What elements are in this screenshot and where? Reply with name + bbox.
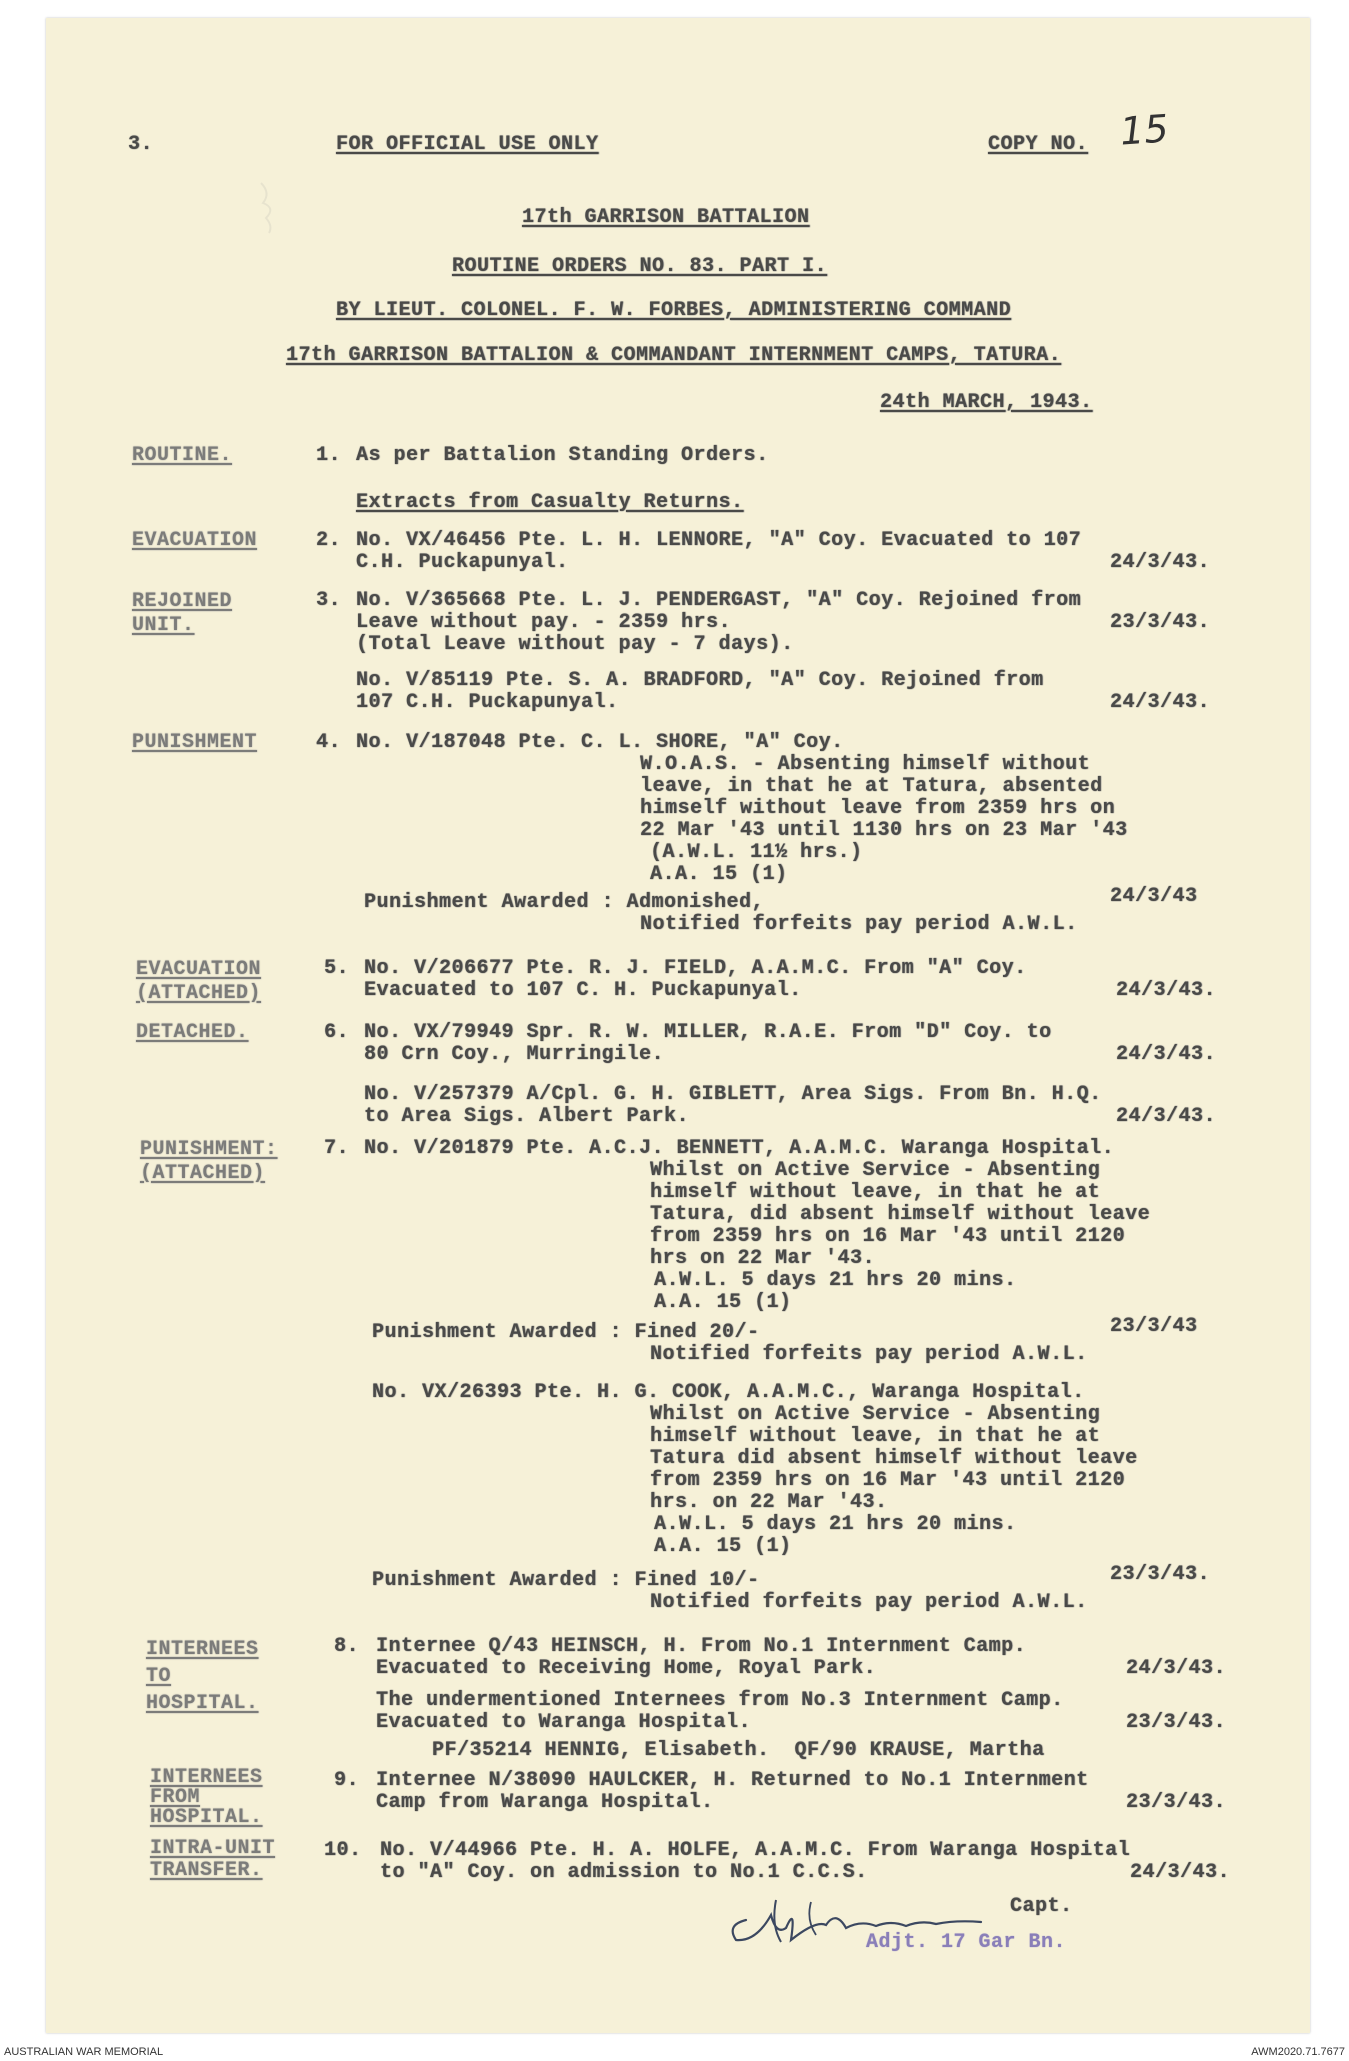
order-number: 1.: [316, 444, 342, 467]
order-line: Tatura, did absent himself without leave: [650, 1203, 1151, 1226]
order-line: Notified forfeits pay period A.W.L.: [650, 1343, 1088, 1366]
order-line: himself without leave, in that he at: [650, 1181, 1101, 1204]
order-number: 3.: [316, 589, 342, 612]
order-number: 2.: [316, 529, 342, 552]
entry-date: 24/3/43.: [1116, 979, 1217, 1002]
embossed-mark-icon: [251, 178, 291, 238]
entry-date: 24/3/43.: [1110, 691, 1211, 714]
order-line: W.O.A.S. - Absenting himself without: [640, 753, 1091, 776]
order-number: 4.: [316, 731, 342, 754]
order-number: 8.: [334, 1635, 360, 1658]
order-line: Notified forfeits pay period A.W.L.: [650, 1591, 1088, 1614]
entry-date: 23/3/43.: [1110, 1563, 1211, 1586]
entry-date: 23/3/43.: [1126, 1711, 1227, 1734]
heading-detached: DETACHED.: [136, 1021, 249, 1044]
subheading-casualty-returns: Extracts from Casualty Returns.: [356, 491, 744, 514]
order-line: from 2359 hrs on 16 Mar '43 until 2120: [650, 1469, 1126, 1492]
order-line: Tatura did absent himself without leave: [650, 1447, 1138, 1470]
order-line: Punishment Awarded : Fined 20/-: [372, 1321, 760, 1344]
page-number: 3.: [128, 133, 154, 156]
order-line: Evacuated to Waranga Hospital.: [376, 1711, 752, 1734]
order-line: The undermentioned Internees from No.3 Internment Camp.: [376, 1689, 1064, 1712]
order-line: Leave without pay. - 2359 hrs.: [356, 611, 732, 634]
signature-rank: Capt.: [1010, 1895, 1073, 1918]
entry-date: 24/3/43.: [1130, 1861, 1231, 1884]
order-line: No. VX/26393 Pte. H. G. COOK, A.A.M.C., Waranga Hospital.: [372, 1381, 1085, 1404]
entry-date: 24/3/43.: [1126, 1657, 1227, 1680]
order-line: No. V/44966 Pte. H. A. HOLFE, A.A.M.C. From Waranga Hospital: [380, 1839, 1131, 1862]
heading-evacuation: EVACUATION: [132, 529, 258, 552]
order-line: leave, in that he at Tatura, absented: [640, 775, 1103, 798]
heading-rejoined-unit: REJOINED UNIT.: [132, 590, 233, 637]
order-line: Evacuated to Receiving Home, Royal Park.: [376, 1657, 877, 1680]
heading-evacuation-attached: EVACUATION (ATTACHED): [136, 958, 262, 1005]
order-line: 80 Crn Coy., Murringile.: [364, 1043, 665, 1066]
heading-punishment: PUNISHMENT: [132, 731, 258, 754]
heading-internees-from-hospital: INTERNEES FROM HOSPITAL.: [150, 1766, 263, 1829]
entry-date: 23/3/43.: [1110, 611, 1211, 634]
order-line: Whilst on Active Service - Absenting: [650, 1403, 1101, 1426]
title-command: 17th GARRISON BATTALION & COMMANDANT INTERNMENT CAMPS, TATURA.: [286, 344, 1062, 367]
order-line: No. V/187048 Pte. C. L. SHORE, "A" Coy.: [356, 731, 844, 754]
footer-accession-number: AWM2020.71.7677: [1251, 2046, 1345, 2058]
heading-internees-to-hospital: INTERNEES TO HOSPITAL.: [146, 1638, 259, 1715]
order-line: No. V/365668 Pte. L. J. PENDERGAST, "A" Coy. Rejoined from: [356, 589, 1082, 612]
order-number: 9.: [334, 1769, 360, 1792]
heading-routine: ROUTINE.: [132, 444, 233, 467]
order-line: Punishment Awarded : Fined 10/-: [372, 1569, 760, 1592]
order-line: Notified forfeits pay period A.W.L.: [640, 913, 1078, 936]
entry-date: 24/3/43.: [1116, 1043, 1217, 1066]
title-commanding-officer: BY LIEUT. COLONEL. F. W. FORBES, ADMINISTERING COMMAND: [336, 299, 1012, 322]
order-line: No. VX/46456 Pte. L. H. LENNORE, "A" Coy. Evacuated to 107: [356, 529, 1082, 552]
entry-date: 24/3/43.: [1110, 551, 1211, 574]
order-line: No. VX/79949 Spr. R. W. MILLER, R.A.E. From "D" Coy. to: [364, 1021, 1052, 1044]
order-number: 6.: [324, 1021, 350, 1044]
heading-punishment-attached: PUNISHMENT: (ATTACHED): [140, 1138, 278, 1185]
order-line: to "A" Coy. on admission to No.1 C.C.S.: [380, 1861, 868, 1884]
order-line: A.A. 15 (1): [654, 1291, 792, 1314]
order-line: Whilst on Active Service - Absenting: [650, 1159, 1101, 1182]
footer-institution: AUSTRALIAN WAR MEMORIAL: [4, 2046, 164, 2058]
title-routine-orders: ROUTINE ORDERS NO. 83. PART I.: [452, 255, 828, 278]
order-line: Internee Q/43 HEINSCH, H. From No.1 Internment Camp.: [376, 1635, 1027, 1658]
order-line: to Area Sigs. Albert Park.: [364, 1105, 690, 1128]
order-line: himself without leave, in that he at: [650, 1425, 1101, 1448]
signature-appointment: Adjt. 17 Gar Bn.: [866, 1931, 1067, 1954]
order-line: (Total Leave without pay - 7 days).: [356, 633, 794, 656]
order-line: A.A. 15 (1): [650, 863, 788, 886]
order-line: Internee N/38090 HAULCKER, H. Returned to No.1 Internment: [376, 1769, 1089, 1792]
order-line: No. V/201879 Pte. A.C.J. BENNETT, A.A.M.C. Waranga Hospital.: [364, 1137, 1115, 1160]
order-line: himself without leave from 2359 hrs on: [640, 797, 1116, 820]
order-line: C.H. Puckapunyal.: [356, 551, 569, 574]
title-battalion: 17th GARRISON BATTALION: [522, 206, 810, 229]
order-line: (A.W.L. 11½ hrs.): [650, 841, 863, 864]
order-line: As per Battalion Standing Orders.: [356, 444, 769, 467]
order-line: Punishment Awarded : Admonished,: [364, 891, 765, 914]
order-line: A.W.L. 5 days 21 hrs 20 mins.: [654, 1269, 1017, 1292]
order-line: A.A. 15 (1): [654, 1535, 792, 1558]
order-line: Camp from Waranga Hospital.: [376, 1791, 714, 1814]
order-number: 5.: [324, 957, 350, 980]
entry-date: 24/3/43: [1110, 885, 1198, 908]
copy-number: 15: [1118, 106, 1170, 154]
order-line: 107 C.H. Puckapunyal.: [356, 691, 619, 714]
order-number: 7.: [324, 1137, 350, 1160]
order-line: No. V/206677 Pte. R. J. FIELD, A.A.M.C. From "A" Coy.: [364, 957, 1027, 980]
entry-date: 23/3/43: [1110, 1315, 1198, 1338]
order-line: No. V/85119 Pte. S. A. BRADFORD, "A" Coy. Rejoined from: [356, 669, 1044, 692]
order-number: 10.: [324, 1839, 362, 1862]
copy-label: COPY NO.: [988, 133, 1089, 156]
classification-label: FOR OFFICIAL USE ONLY: [336, 133, 599, 156]
order-line: No. V/257379 A/Cpl. G. H. GIBLETT, Area Sigs. From Bn. H.Q.: [364, 1083, 1102, 1106]
order-line: Evacuated to 107 C. H. Puckapunyal.: [364, 979, 802, 1002]
order-line: hrs. on 22 Mar '43.: [650, 1491, 888, 1514]
order-line: hrs on 22 Mar '43.: [650, 1247, 876, 1270]
entry-date: 24/3/43.: [1116, 1105, 1217, 1128]
order-line: 22 Mar '43 until 1130 hrs on 23 Mar '43: [640, 819, 1128, 842]
entry-date: 23/3/43.: [1126, 1791, 1227, 1814]
order-line: from 2359 hrs on 16 Mar '43 until 2120: [650, 1225, 1126, 1248]
heading-intra-unit-transfer: INTRA-UNIT TRANSFER.: [150, 1837, 276, 1882]
order-date: 24th MARCH, 1943.: [880, 391, 1093, 414]
order-line: PF/35214 HENNIG, Elisabeth. QF/90 KRAUSE, Martha: [432, 1739, 1045, 1762]
order-line: A.W.L. 5 days 21 hrs 20 mins.: [654, 1513, 1017, 1536]
